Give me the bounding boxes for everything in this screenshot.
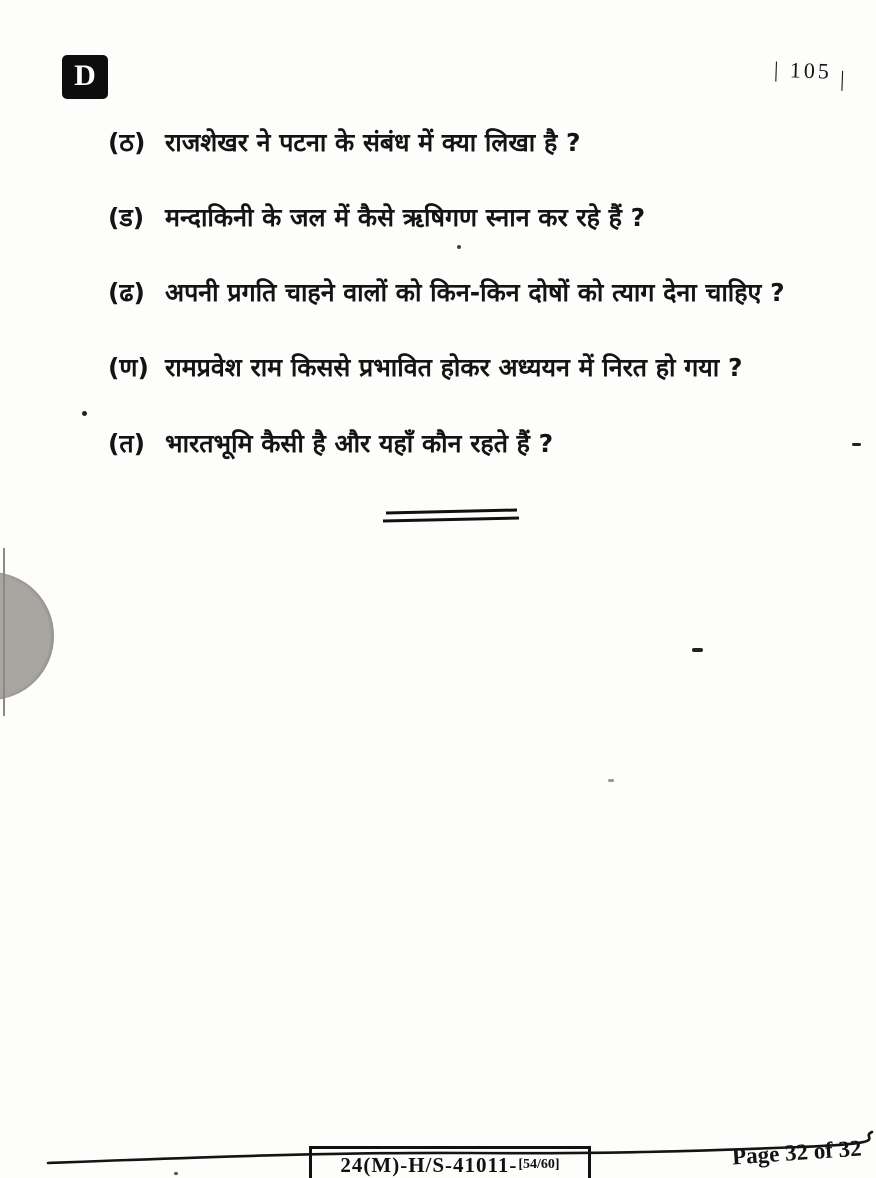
- paper-code-suffix: [54/60]: [518, 1157, 560, 1172]
- question-row: [108, 199, 838, 237]
- question-text: मन्दाकिनी के जल में कैसे ऋषिगण स्नान कर रहे हैं ?: [165, 203, 646, 232]
- scan-noise-dot: [852, 443, 861, 446]
- question-label: (ड): [108, 203, 145, 232]
- page-marker-close-bar: |: [839, 66, 849, 92]
- scan-edge-line-artifact: [3, 548, 5, 716]
- question-row: [108, 274, 838, 312]
- question-text: अपनी प्रगति चाहने वालों को किन-किन दोषों को त्याग देना चाहिए ?: [165, 278, 785, 307]
- scan-noise-dot: [82, 411, 87, 416]
- paper-code-box: [309, 1146, 591, 1178]
- question-row: [108, 425, 838, 463]
- scan-noise-dot: [457, 245, 461, 249]
- question-label: (त): [108, 429, 146, 458]
- question-label: (ठ): [108, 128, 146, 157]
- question-text: राजशेखर ने पटना के संबंध में क्या लिखा है ?: [165, 128, 581, 157]
- question-row: [108, 124, 838, 162]
- page-marker: [773, 56, 849, 92]
- question-text: भारतभूमि कैसी है और यहाँ कौन रहते हैं ?: [165, 429, 554, 458]
- paper-code: 24(M)-H/S-41011-: [340, 1152, 518, 1177]
- section-letter-badge: [62, 55, 108, 99]
- scan-noise-dot: [608, 779, 614, 782]
- section-letter: D: [74, 59, 96, 92]
- page-indicator: Page 32 of 32: [731, 1135, 863, 1170]
- question-text: रामप्रवेश राम किससे प्रभावित होकर अध्ययन में निरत हो गया ?: [165, 353, 743, 382]
- question-row: [108, 349, 838, 387]
- question-label: (ण): [108, 353, 149, 382]
- page-marker-open-bar: |: [773, 56, 783, 82]
- scan-noise-dot: [692, 648, 703, 652]
- question-label: (ढ): [108, 278, 145, 307]
- page-marker-number: 105: [789, 57, 833, 84]
- scan-noise-dot: [174, 1172, 178, 1175]
- scan-punch-hole-artifact: [0, 572, 54, 700]
